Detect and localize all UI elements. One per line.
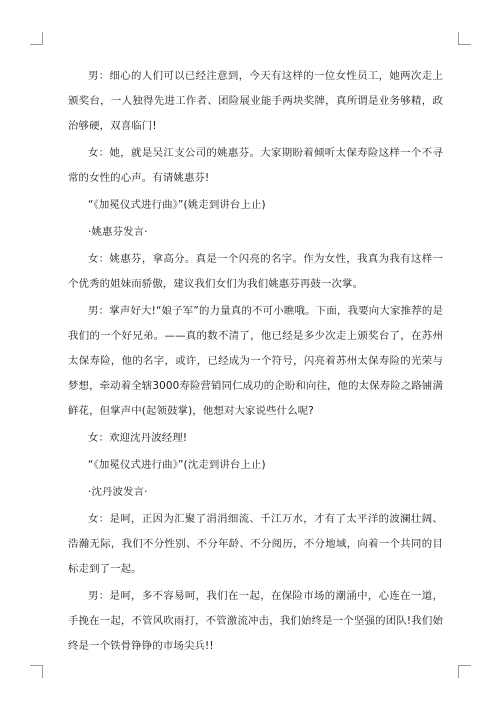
paragraph-9: ·沈丹波发言· (88, 486, 148, 498)
paragraph-2: 女：她，就是吴江支公司的姚惠芬。大家期盼着倾听太保寿险这样一个不寻常的女性的心声。有请姚惠芬! (68, 147, 443, 184)
crop-mark-bottom-right (458, 665, 471, 678)
crop-mark-top-left (30, 32, 43, 45)
paragraph-5: 女：姚惠芬，拿高分。真是一个闪亮的名字。作为女性，我真为我有这样一个优秀的姐妹而骄傲，建议我们女们为我们姚惠芬再鼓一次掌。 (68, 253, 443, 290)
paragraph-6: 男：掌声好大!“娘子军”的力量真的不可小瞧哦。下面，我要向大家推荐的是我们的一个好兄弟。——真的数不清了，他已经是多少次走上颁奖台了，在苏州太保寿险，他的名字，或许，已经成为一个符号，闪亮着苏州太保寿险的光荣与梦想，牵动着全辖3000寿险营销同仁成功的企盼和向往，他的太保寿险之路铺满鲜花，但掌声中(起领鼓掌)，他想对大家说些什么呢? (68, 305, 443, 417)
paragraph-4: ·姚惠芬发言· (88, 226, 148, 238)
crop-mark-top-right (458, 32, 471, 45)
paragraph-11: 男：是呵，多不容易呵，我们在一起，在保险市场的潮涌中，心连在一道，手挽在一起，不管风吹雨打，不管激流冲击，我们始终是一个坚强的团队!我们始终是一个铁骨铮铮的市场尖兵!! (68, 590, 443, 652)
document-body (68, 64, 443, 659)
paragraph-3: “《加冕仪式进行曲》”(姚走到讲台上止) (88, 199, 266, 211)
paragraph-7: 女：欢迎沈丹波经理! (88, 432, 188, 444)
paragraph-10: 女：是呵，正因为汇聚了涓涓细流、千江万水，才有了太平洋的波澜壮阔、浩瀚无际，我们不分性别、不分年龄、不分阅历，不分地域，向着一个共同的目标走到了一起。 (68, 513, 443, 575)
paragraph-8: “《加冕仪式进行曲》”(沈走到讲台上止) (88, 459, 266, 471)
paragraph-1: 男：细心的人们可以已经注意到，今天有这样的一位女性员工，她两次走上颁奖台，一人独得先进工作者、团险展业能手两块奖牌，真所谓是业务够精，政治够硬，双喜临门! (68, 70, 443, 132)
crop-mark-bottom-left (30, 665, 43, 678)
